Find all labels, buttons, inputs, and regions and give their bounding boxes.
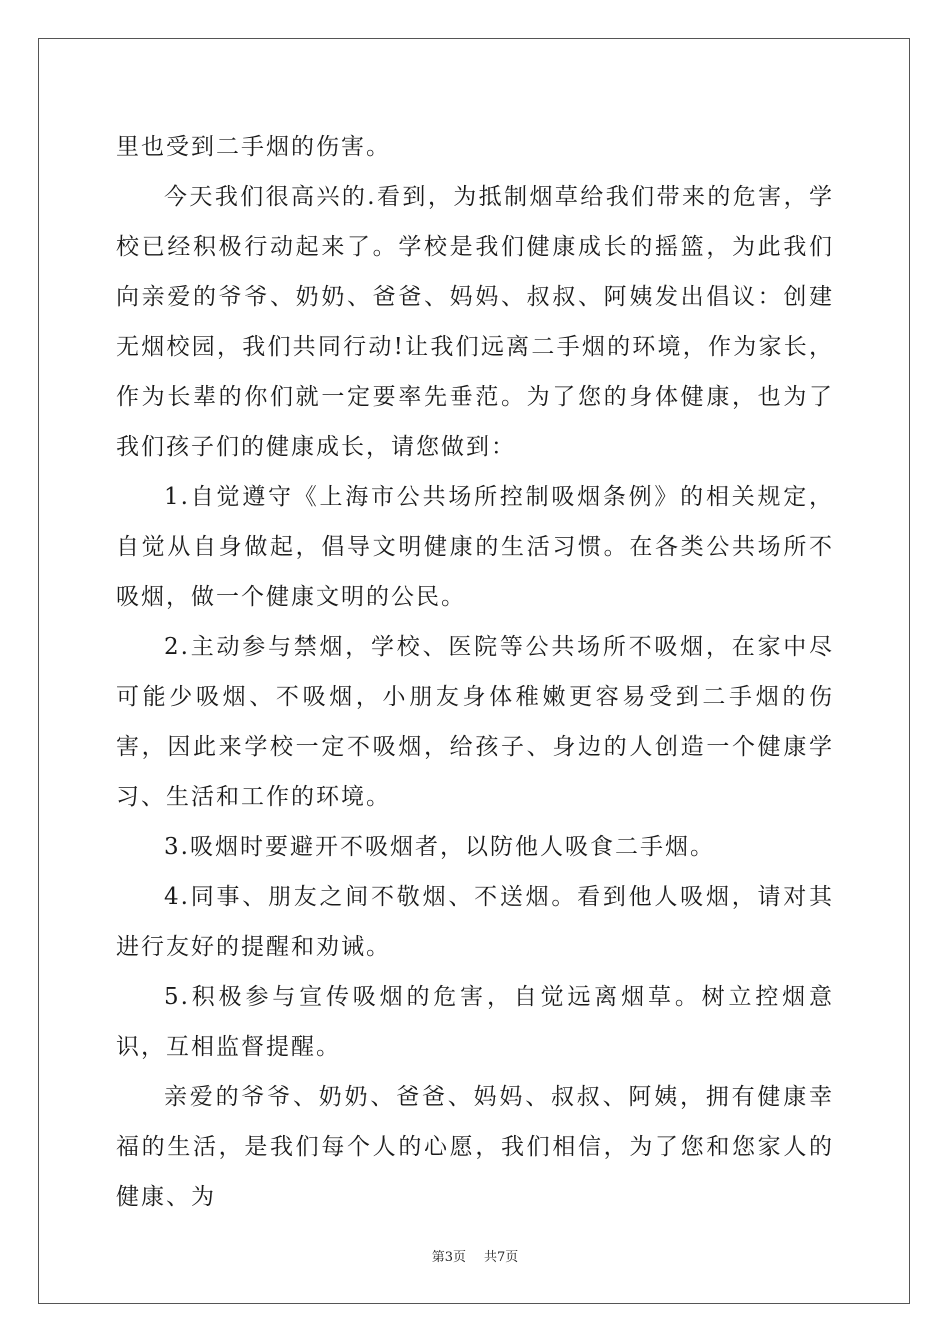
paragraph-2: 今天我们很高兴的.看到，为抵制烟草给我们带来的危害，学校已经积极行动起来了。学校是我们健康成长的摇篮，为此我们向亲爱的爷爷、奶奶、爸爸、妈妈、叔叔、阿姨发出倡议：创建无烟校园，我们共同行动!让我们远离二手烟的环境，作为家长，作为长辈的你们就一定要率先垂范。为了您的身体健康，也为了我们孩子们的健康成长，请您做到： [116,184,834,460]
page-footer [0,1246,950,1265]
page-total: 共7页 [484,1250,519,1265]
paragraph-item-4: 4.同事、朋友之间不敬烟、不送烟。看到他人吸烟，请对其进行友好的提醒和劝诫。 [116,884,834,960]
paragraph-item-2: 2.主动参与禁烟，学校、医院等公共场所不吸烟，在家中尽可能少吸烟、不吸烟，小朋友身体稚嫩更容易受到二手烟的伤害，因此来学校一定不吸烟，给孩子、身边的人创造一个健康学习、生活和工作的环境。 [116,634,834,810]
document-body [116,122,834,1222]
paragraph-closing: 亲爱的爷爷、奶奶、爸爸、妈妈、叔叔、阿姨，拥有健康幸福的生活，是我们每个人的心愿，我们相信，为了您和您家人的健康、为 [116,1084,834,1210]
paragraph-item-1: 1.自觉遵守《上海市公共场所控制吸烟条例》的相关规定，自觉从自身做起，倡导文明健康的生活习惯。在各类公共场所不吸烟，做一个健康文明的公民。 [116,484,834,610]
page-number: 第3页 [431,1250,466,1265]
paragraph-item-3: 3.吸烟时要避开不吸烟者，以防他人吸食二手烟。 [164,834,715,860]
paragraph-1: 里也受到二手烟的伤害。 [116,134,391,160]
paragraph-item-5: 5.积极参与宣传吸烟的危害，自觉远离烟草。树立控烟意识，互相监督提醒。 [116,984,834,1060]
